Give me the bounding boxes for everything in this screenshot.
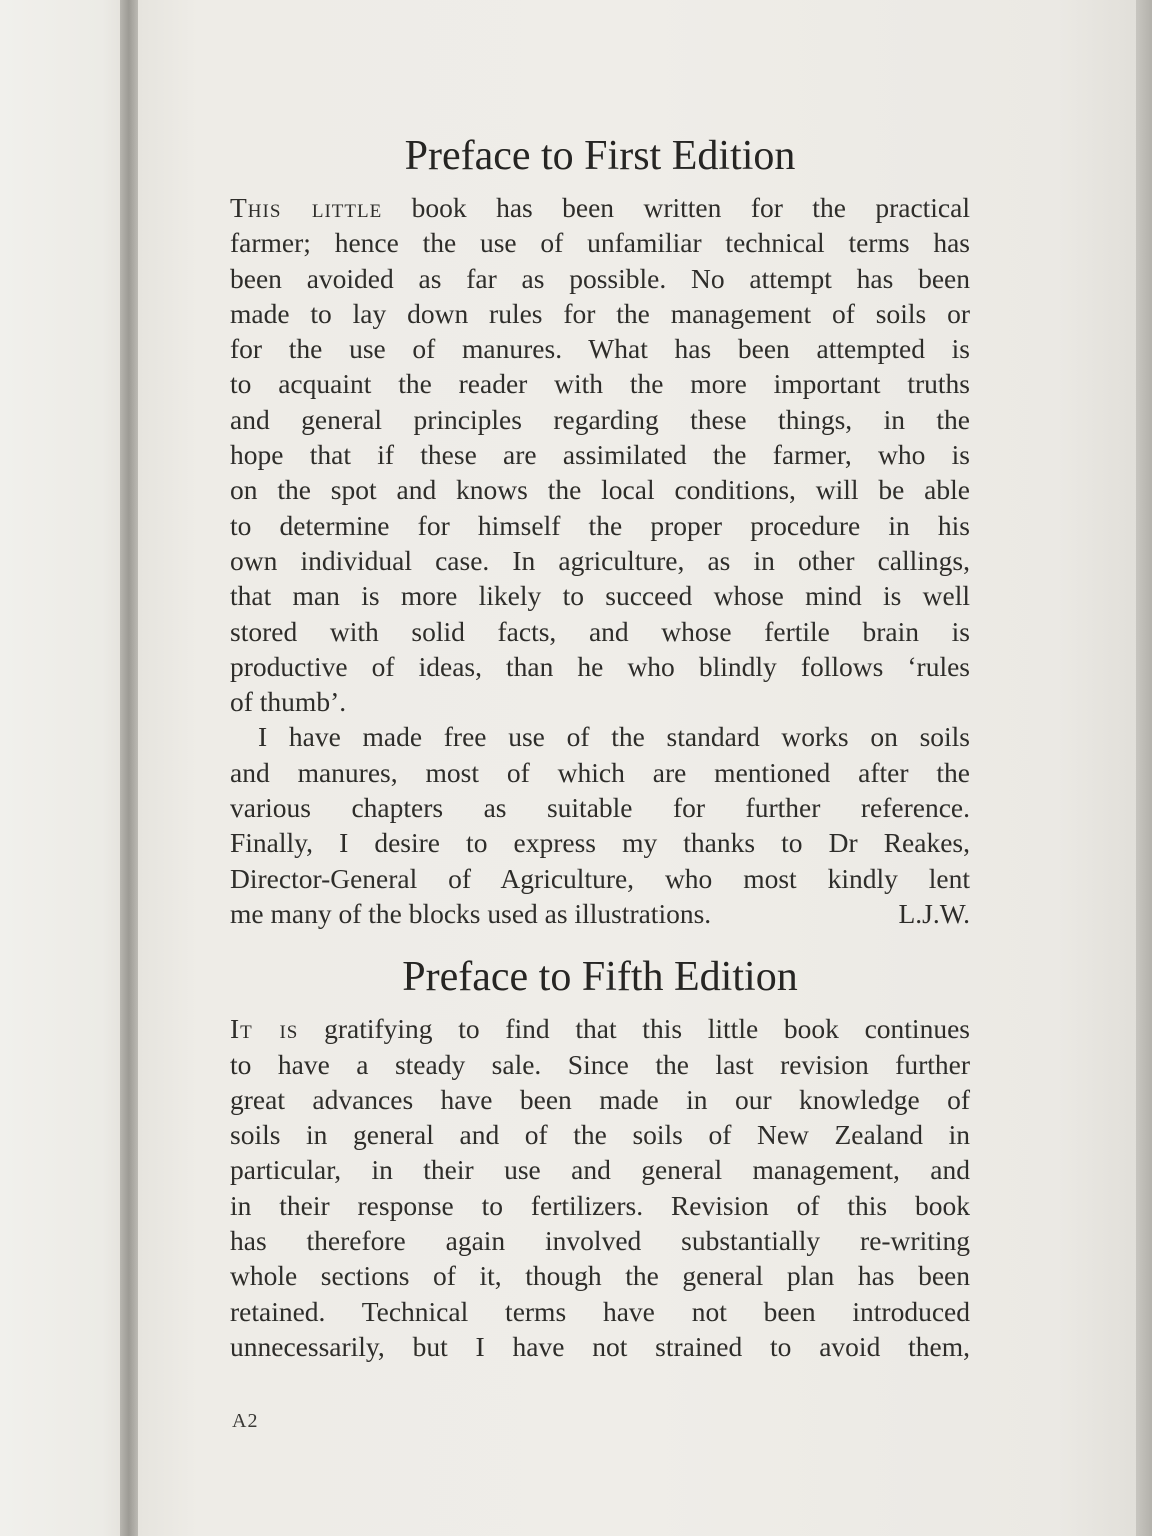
text-line: for the use of manures. What has been attempted is xyxy=(230,333,970,365)
text-line: great advances have been made in our knowledge of xyxy=(230,1083,970,1115)
text-line: hope that if these are assimilated the farmer, who is xyxy=(230,439,970,471)
text-line: unnecessarily, but I have not strained to avoid them, xyxy=(230,1330,970,1362)
text-line: me many of the blocks used as illustrations. L.J.W. xyxy=(230,896,970,931)
text-line: made to lay down rules for the management of soils or xyxy=(230,297,970,329)
text-line: to acquaint the reader with the more important truths xyxy=(230,368,970,400)
text-line: to determine for himself the proper procedure in his xyxy=(230,509,970,541)
small-caps-lead-in: It is xyxy=(230,1013,299,1045)
preface-first-heading: Preface to First Edition xyxy=(404,133,796,179)
small-caps-lead-in: This little xyxy=(230,192,383,223)
text-line: retained. Technical terms have not been introduced xyxy=(230,1295,970,1327)
text-line: productive of ideas, than he who blindly follows ‘rules xyxy=(230,650,970,682)
text-line: various chapters as suitable for further reference. xyxy=(230,792,970,824)
text-line: in their response to fertilizers. Revision of this book xyxy=(230,1189,970,1221)
text-line: of thumb’. xyxy=(230,686,347,718)
text-line: own individual case. In agriculture, as in other callings, xyxy=(230,544,970,576)
text-line: Finally, I desire to express my thanks to Dr Reakes, xyxy=(230,827,970,859)
page-edge xyxy=(1136,0,1152,1536)
text-line: has therefore again involved substantially re-writing xyxy=(230,1225,970,1257)
text-line: whole sections of it, though the general plan has been xyxy=(230,1260,970,1292)
text-line: I have made free use of the standard works on soils xyxy=(258,721,970,753)
signature-mark: A2 xyxy=(232,1410,259,1432)
preface-fifth-edition xyxy=(230,949,970,1364)
author-initials: L.J.W. xyxy=(898,897,970,929)
page-text xyxy=(230,128,970,1364)
preface-fifth-heading: Preface to Fifth Edition xyxy=(402,954,798,1001)
text-line: particular, in their use and general management, and xyxy=(230,1154,970,1186)
text-line: to have a steady sale. Since the last revision further xyxy=(230,1048,970,1080)
text-line: been avoided as far as possible. No attempt has been xyxy=(230,262,970,294)
text-line: soils in general and of the soils of New Zealand in xyxy=(230,1119,970,1151)
text-line: farmer; hence the use of unfamiliar technical terms has xyxy=(230,227,970,259)
text-line: and manures, most of which are mentioned after the xyxy=(230,756,970,788)
text-line: stored with solid facts, and whose fertile brain is xyxy=(230,615,970,647)
text-line: and general principles regarding these things, in the xyxy=(230,403,970,435)
text-line: that man is more likely to succeed whose mind is well xyxy=(230,580,970,612)
text-line: This little book has been written for the practical xyxy=(230,192,970,223)
left-page xyxy=(0,0,128,1536)
text-line: It is gratifying to find that this little book continues xyxy=(230,1013,970,1045)
text-line: on the spot and knows the local conditions, will be able xyxy=(230,474,970,506)
text-line: Director-General of Agriculture, who most kindly lent xyxy=(230,862,970,894)
preface-first-edition xyxy=(230,128,970,931)
